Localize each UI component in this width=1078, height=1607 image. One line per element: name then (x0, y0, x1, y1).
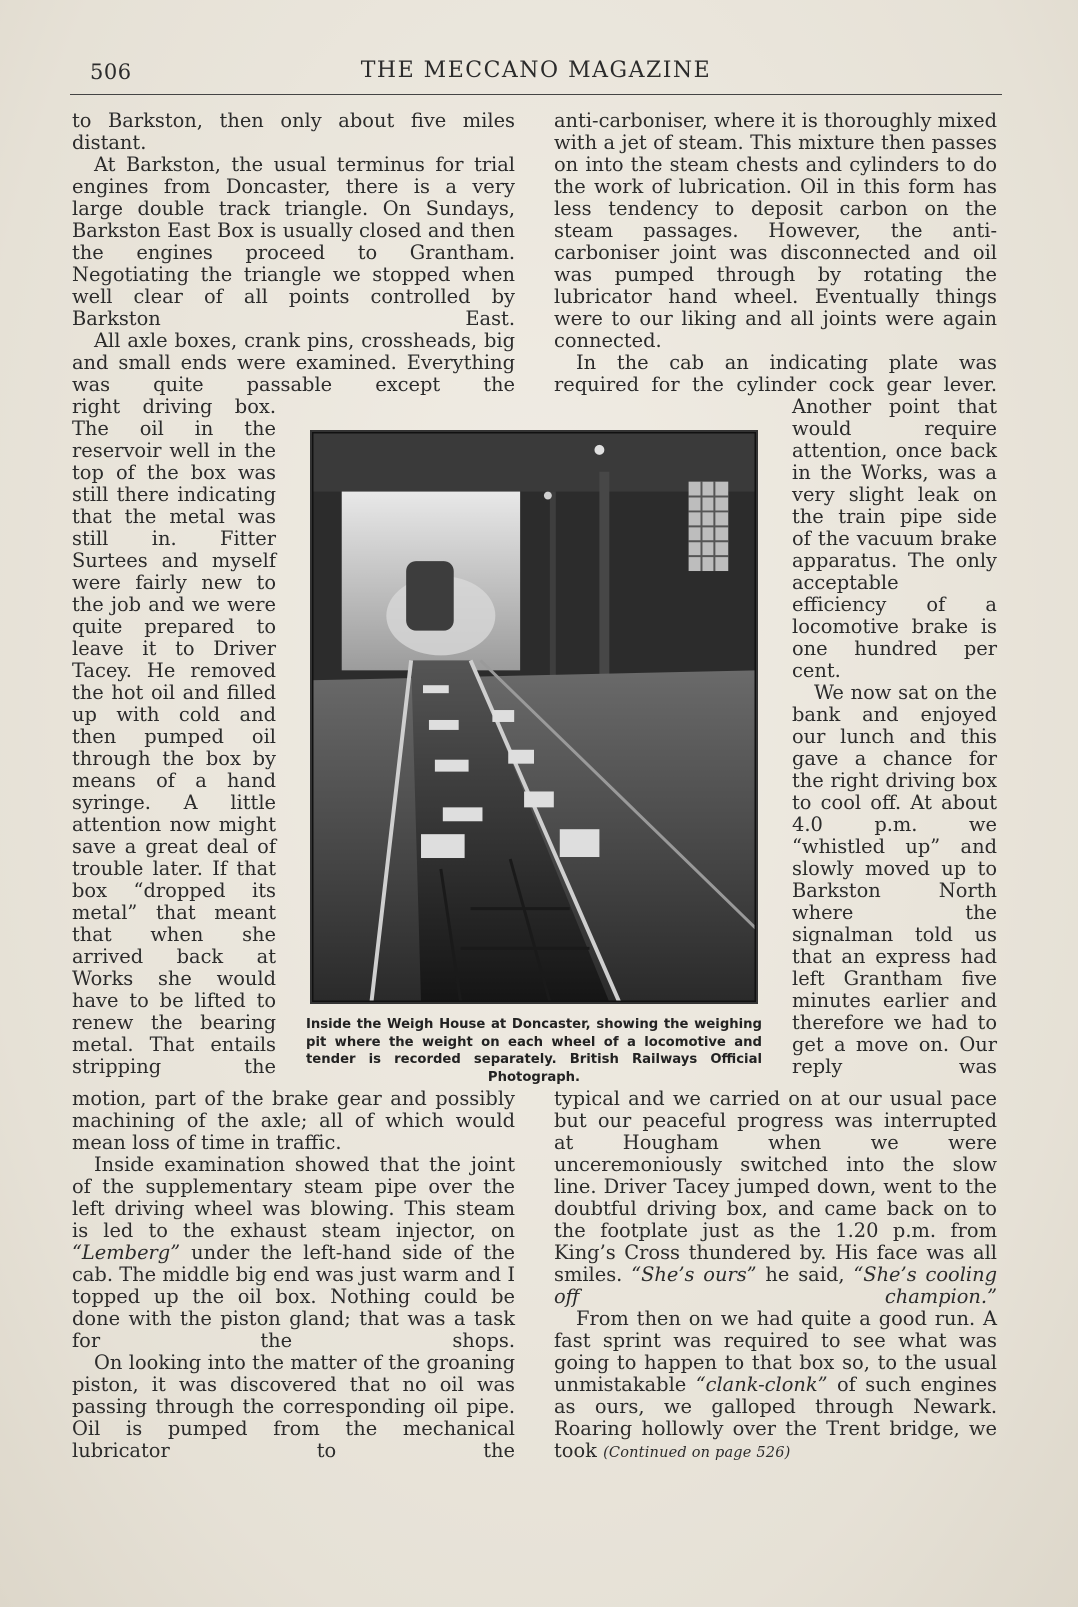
photograph-icon (312, 432, 756, 1002)
right-paragraph-4: From then on we had quite a good run. A fast sprint was required to see what was going to happen to that box so, to the usual unmistakable “clank-clonk” of such engines as ours, we galloped through Newark. Roaring hollowly over the Trent bridge, we took (Continued on page 526) (554, 1307, 997, 1462)
left-paragraph-3-end: motion, part of the brake gear and possibly machining of the axle; all of which would mean loss of time in traffic. (72, 1087, 515, 1154)
page-header (70, 52, 1002, 92)
right-paragraph-3-beside-photo: We now sat on the bank and enjoyed our lunch and this gave a chance for the right driving box to cool off. At about 4.0 p.m. we “whistled up” and slowly moved up to Barkston North where the signalman told us that an express had left Grantham five minutes earlier and therefore we had to get a move on. Our reply was (792, 681, 997, 1078)
left-paragraph-3: All axle boxes, crank pins, crossheads, big and small ends were examined. Everything was quite passable except the (72, 329, 515, 396)
right-paragraph-3: typical and we carried on at our usual pace but our peaceful progress was interrupted at Hougham when we were unceremoniously switched into the slow line. Driver Tacey jumped down, went to the doubtful driving box, and came back on to the footplate just as the 1.20 p.m. from King’s Cross thundered by. His face was all smiles. “She’s ours” he said, “She’s cooling off champion.” (554, 1087, 998, 1308)
left-paragraph-4: Inside examination showed that the joint of the supplementary steam pipe over the left driving wheel was blowing. This steam is led to the exhaust steam injector, on “Lemberg” under the left-hand side of the cab. The middle big end was just warm and I topped up the oil box. Nothing could be done with the piston gland; that was a task for the shops. (72, 1153, 515, 1352)
right-paragraph-2: In the cab an indicating plate was required for the cylinder cock gear lever. (554, 351, 997, 396)
right-paragraph-1: anti-carboniser, where it is thoroughly mixed with a jet of steam. This mixture then passes on into the steam chests and cylinders to do the work of lubrication. Oil in this form has less tendency to deposit carbon on the steam passages. However, the anti-carboniser joint was disconnected and oil was pumped through by rotating the lubricator hand wheel. Eventually things were to our liking and all joints were again connected. (554, 109, 997, 352)
header-rule (70, 94, 1002, 95)
left-paragraph-5: On looking into the matter of the groaning piston, it was discovered that no oil was passing through the corresponding oil pipe. Oil is pumped from the mechanical lubricator to the (72, 1351, 515, 1462)
continued-note: (Continued on page 526) (603, 1445, 791, 1461)
magazine-title: THE MECCANO MAGAZINE (360, 58, 712, 83)
photo-caption: Inside the Weigh House at Doncaster, showing the weighing pit where the weight on each wheel of a locomotive and tender is recorded separately. British Railways Official Photograph. (306, 1017, 762, 1085)
locomotive-name: “Lemberg” (72, 1241, 181, 1264)
left-paragraph-1: to Barkston, then only about five miles distant. (72, 109, 515, 154)
right-paragraph-2-beside-photo: Another point that would require attention, once back in the Works, was a very slight leak on the train pipe side of the vacuum brake apparatus. The only acceptable efficiency of a locomotive brake is one hundred per cent. (792, 395, 997, 682)
left-paragraph-3-beside-photo: right driving box. The oil in the reservoir well in the top of the box was still there indicating that the metal was still in. Fitter Surtees and myself were fairly new to the job and we were quite prepared to leave it to Driver Tacey. He removed the hot oil and filled up with cold and then pumped oil through the box by means of a hand syringe. A little attention now might save a great deal of trouble later. If that box “dropped its metal” that meant that when she arrived back at Works she would have to be lifted to renew the bearing metal. That entails stripping the (72, 395, 276, 1078)
weigh-house-photo (310, 430, 758, 1004)
page-number: 506 (90, 60, 132, 84)
left-paragraph-2: At Barkston, the usual terminus for trial engines from Doncaster, there is a very large double track triangle. On Sundays, Barkston East Box is usually closed and then the engines proceed to Grantham. Negotiating the triangle we stopped when well clear of all points controlled by Barkston East. (72, 153, 515, 330)
